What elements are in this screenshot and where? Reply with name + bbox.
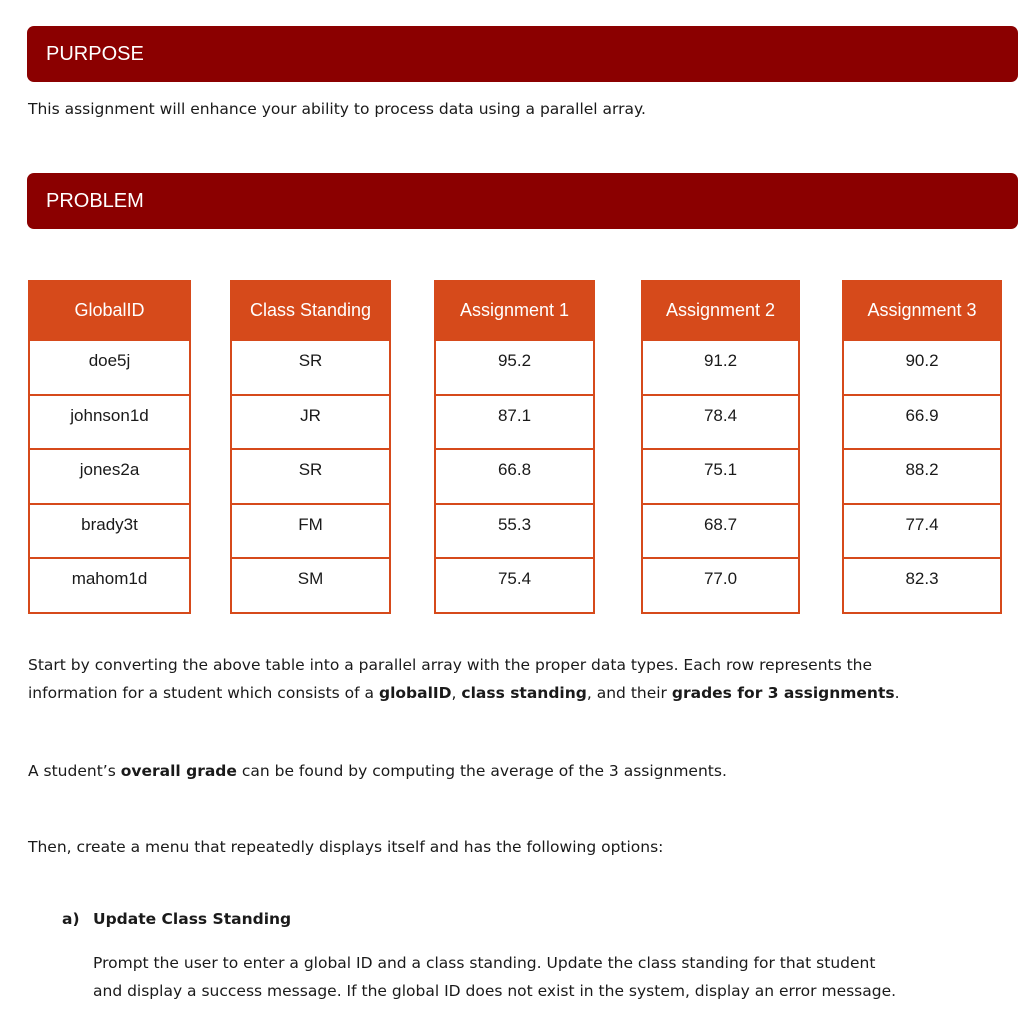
table-cell: 78.4 (643, 394, 798, 449)
option-a-title (62, 910, 291, 928)
column-assignment-1 (434, 280, 595, 614)
text-run: information for a student which consists of a (28, 684, 379, 702)
table-cell: 90.2 (844, 339, 1000, 394)
table-cell: JR (232, 394, 389, 449)
bold-class-standing: class standing (461, 684, 587, 702)
table-cell: 87.1 (436, 394, 593, 449)
table-cell: jones2a (30, 448, 189, 503)
table-cell: doe5j (30, 339, 189, 394)
column-header: Assignment 1 (436, 280, 593, 339)
problem-heading: PROBLEM (46, 189, 144, 212)
column-class-standing (230, 280, 391, 614)
column-header: GlobalID (30, 280, 189, 339)
option-a-desc-1: Prompt the user to enter a global ID and a class standing. Update the class standing for that student (93, 954, 876, 972)
menu-intro-text: Then, create a menu that repeatedly displays itself and has the following options: (28, 838, 664, 856)
text-run: , and their (586, 684, 672, 702)
table-cell: 77.0 (643, 557, 798, 612)
column-assignment-2 (641, 280, 800, 614)
table-cell: 91.2 (643, 339, 798, 394)
table-cell: 82.3 (844, 557, 1000, 612)
column-header: Assignment 3 (844, 280, 1000, 339)
problem-banner (27, 173, 1018, 229)
table-cell: 95.2 (436, 339, 593, 394)
table-cell: 68.7 (643, 503, 798, 558)
column-header: Assignment 2 (643, 280, 798, 339)
bold-grades: grades for 3 assignments (671, 684, 895, 702)
table-cell: SR (232, 339, 389, 394)
table-cell: mahom1d (30, 557, 189, 612)
intro-line-1: Start by converting the above table into a parallel array with the proper data types. Each row represents the (28, 656, 873, 674)
table-cell: FM (232, 503, 389, 558)
overall-grade-text (28, 757, 727, 785)
column-globalid (28, 280, 191, 614)
table-cell: brady3t (30, 503, 189, 558)
table-cell: 66.9 (844, 394, 1000, 449)
option-letter: a) (62, 910, 80, 928)
text-run: can be found by computing the average of the 3 assignments. (236, 762, 727, 780)
text-run: , (451, 684, 462, 702)
purpose-banner (27, 26, 1018, 82)
text-run: A student’s (28, 762, 121, 780)
column-assignment-3 (842, 280, 1002, 614)
purpose-heading: PURPOSE (46, 42, 144, 65)
purpose-text: This assignment will enhance your ability to process data using a parallel array. (28, 100, 646, 118)
text-run: . (894, 684, 900, 702)
bold-globalid: globalID (378, 684, 452, 702)
table-cell: 66.8 (436, 448, 593, 503)
bold-overall-grade: overall grade (120, 762, 237, 780)
table-cell: 75.1 (643, 448, 798, 503)
option-title: Update Class Standing (93, 910, 292, 928)
table-cell: 55.3 (436, 503, 593, 558)
table-cell: SR (232, 448, 389, 503)
table-cell: johnson1d (30, 394, 189, 449)
table-cell: SM (232, 557, 389, 612)
column-header: Class Standing (232, 280, 389, 339)
option-a-desc-2: and display a success message. If the global ID does not exist in the system, display an error message. (93, 982, 897, 1000)
table-cell: 75.4 (436, 557, 593, 612)
table-cell: 77.4 (844, 503, 1000, 558)
intro-line-2 (28, 679, 900, 707)
table-cell: 88.2 (844, 448, 1000, 503)
